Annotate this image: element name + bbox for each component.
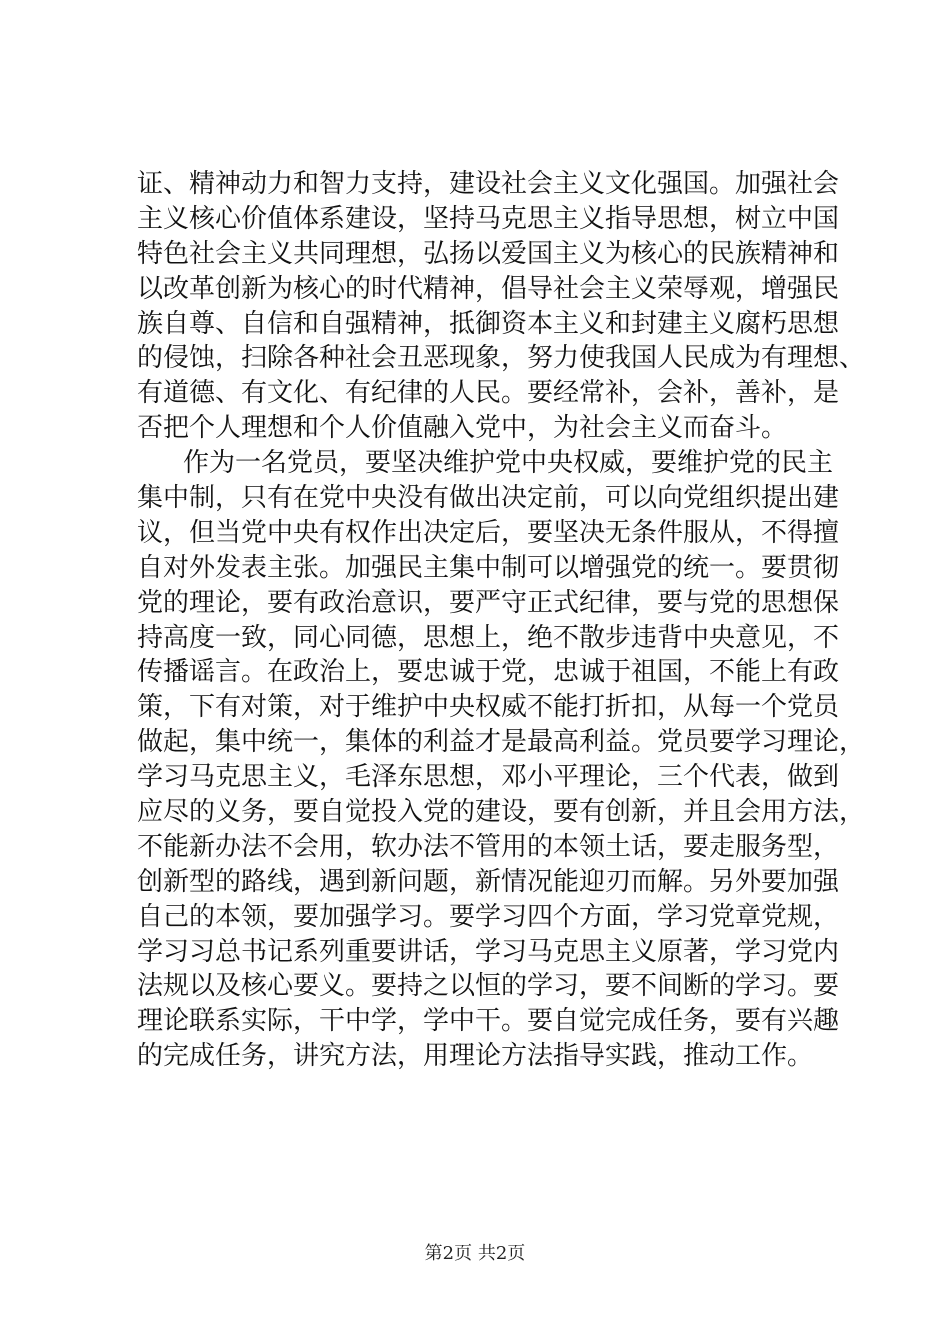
- text-line: 持高度一致，同心同德，思想上，绝不散步违背中央意见，不: [137, 622, 840, 653]
- text-line: 以改革创新为核心的时代精神，倡导社会主义荣辱观，增强民: [137, 273, 840, 304]
- text-line: 传播谣言。在政治上，要忠诚于党，忠诚于祖国，不能上有政: [137, 657, 840, 688]
- text-line: 策，下有对策，对于维护中央权威不能打折扣，从每一个党员: [137, 692, 840, 723]
- text-line: 自己的本领，要加强学习。要学习四个方面，学习党章党规，: [137, 901, 840, 932]
- text-line: 证、精神动力和智力支持，建设社会主义文化强国。加强社会: [137, 169, 840, 199]
- text-line: 应尽的义务，要自觉投入党的建设，要有创新，并且会用方法，: [137, 797, 866, 828]
- text-line: 做起，集中统一，集体的利益才是最高利益。党员要学习理论，: [137, 727, 866, 758]
- text-line: 作为一名党员，要坚决维护党中央权威，要维护党的民主: [183, 448, 834, 479]
- text-line: 否把个人理想和个人价值融入党中，为社会主义而奋斗。: [137, 413, 788, 444]
- text-line: 议，但当党中央有权作出决定后，要坚决无条件服从，不得擅: [137, 517, 840, 548]
- text-line: 族自尊、自信和自强精神，抵御资本主义和封建主义腐朽思想: [137, 308, 840, 339]
- text-line: 的完成任务，讲究方法，用理论方法指导实践，推动工作。: [137, 1041, 814, 1072]
- text-line: 法规以及核心要义。要持之以恒的学习，要不间断的学习。要: [137, 971, 840, 1002]
- text-line: 学习习总书记系列重要讲话，学习马克思主义原著，学习党内: [137, 936, 840, 967]
- text-line: 有道德、有文化、有纪律的人民。要经常补，会补，善补，是: [137, 378, 840, 409]
- text-line: 主义核心价值体系建设，坚持马克思主义指导思想，树立中国: [137, 203, 840, 234]
- text-line: 集中制，只有在党中央没有做出决定前，可以向党组织提出建: [137, 483, 840, 514]
- text-line: 学习马克思主义，毛泽东思想，邓小平理论，三个代表，做到: [137, 762, 840, 793]
- text-line: 的侵蚀，扫除各种社会丑恶现象，努力使我国人民成为有理想、: [137, 343, 866, 374]
- page-number-footer: 第2页 共2页: [424, 1243, 526, 1264]
- text-line: 党的理论，要有政治意识，要严守正式纪律，要与党的思想保: [137, 587, 840, 618]
- text-line: 不能新办法不会用，软办法不管用的本领土话，要走服务型，: [137, 831, 840, 862]
- text-line: 自对外发表主张。加强民主集中制可以增强党的统一。要贯彻: [137, 552, 840, 583]
- text-line: 特色社会主义共同理想，弘扬以爱国主义为核心的民族精神和: [137, 238, 840, 269]
- paragraph-1: [137, 167, 866, 446]
- document-body: [137, 167, 866, 1074]
- text-line: 理论联系实际，干中学，学中干。要自觉完成任务，要有兴趣: [137, 1006, 840, 1037]
- text-line: 创新型的路线，遇到新问题，新情况能迎刃而解。另外要加强: [137, 866, 840, 897]
- paragraph-2: [137, 446, 866, 1074]
